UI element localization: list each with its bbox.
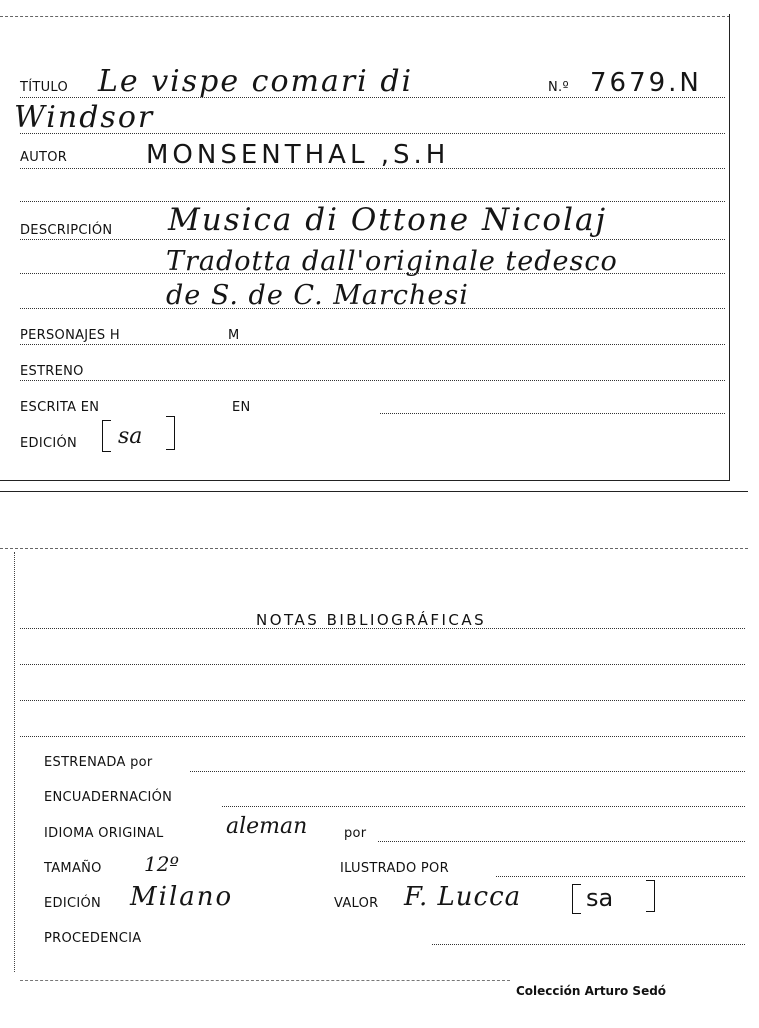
procedencia-line [432, 944, 745, 945]
numero-value: 7679.N [590, 68, 702, 98]
descripcion-line-2 [20, 273, 725, 274]
titulo-value-line2: Windsor [14, 100, 155, 135]
descripcion-line3: de S. de C. Marchesi [166, 280, 469, 311]
back-bottom-edge [20, 980, 510, 981]
titulo-value-line1: Le vispe comari di [98, 64, 414, 99]
estreno-label: ESTRENO [20, 364, 84, 379]
encuadernacion-label: ENCUADERNACIÓN [44, 790, 173, 805]
valor-bracket-right [646, 880, 655, 912]
notas-line-4 [20, 736, 745, 737]
tamano-value: 12º [144, 852, 179, 876]
edicion-value: sa [118, 424, 143, 449]
titulo-line [20, 97, 725, 98]
edicion-bracket-left [102, 420, 111, 452]
idioma-por-label: por [344, 826, 367, 841]
descripcion-line1: Musica di Ottone Nicolaj [168, 202, 608, 238]
escrita-en-label: EN [232, 400, 251, 415]
ilustrado-label: ILUSTRADO POR [340, 861, 449, 876]
descripcion-line2: Tradotta dall'originale tedesco [166, 246, 618, 277]
personajes-line [20, 344, 725, 345]
back-left-border [14, 552, 15, 972]
numero-label: N.º [548, 80, 569, 95]
notas-line-2 [20, 664, 745, 665]
tamano-label: TAMAÑO [44, 861, 102, 876]
notas-line-1 [20, 628, 745, 629]
titulo-label: TÍTULO [20, 80, 69, 95]
valor-label: VALOR [334, 896, 379, 911]
valor-bracket-value: sa [586, 884, 614, 912]
collection-footer: Colección Arturo Sedó [516, 984, 667, 998]
procedencia-label: PROCEDENCIA [44, 931, 142, 946]
valor-bracket-left [572, 884, 581, 914]
descripcion-line [20, 239, 725, 240]
personajes-m-label: M [228, 328, 240, 343]
personajes-label: PERSONAJES H [20, 328, 120, 343]
descripcion-label: DESCRIPCIÓN [20, 223, 113, 238]
idioma-line [378, 841, 745, 842]
front-right-border [729, 14, 730, 480]
encuadernacion-line [222, 806, 745, 807]
notas-title: NOTAS BIBLIOGRÁFICAS [256, 611, 487, 629]
estreno-line [20, 380, 725, 381]
idioma-value: aleman [226, 814, 308, 839]
escrita-label: ESCRITA EN [20, 400, 100, 415]
idioma-label: IDIOMA ORIGINAL [44, 826, 164, 841]
front-bottom-edge-2 [0, 491, 748, 492]
front-bottom-edge [0, 480, 730, 481]
autor-line [20, 168, 725, 169]
valor-value: F. Lucca [404, 882, 522, 912]
autor-value: MONSENTHAL ,S.H [146, 140, 450, 170]
autor-label: AUTOR [20, 150, 68, 165]
estrenada-label: ESTRENADA por [44, 755, 153, 770]
back-top-edge [0, 548, 748, 549]
escrita-line [380, 413, 725, 414]
descripcion-line-3 [20, 308, 725, 309]
edicion-back-value: Milano [130, 882, 234, 912]
estrenada-line [190, 771, 745, 772]
edicion-label: EDICIÓN [20, 436, 78, 451]
tamano-line [496, 876, 745, 877]
front-top-edge [0, 16, 730, 17]
edicion-back-label: EDICIÓN [44, 896, 102, 911]
notas-line-3 [20, 700, 745, 701]
titulo-line-2 [20, 133, 725, 134]
edicion-bracket-right [166, 416, 175, 450]
